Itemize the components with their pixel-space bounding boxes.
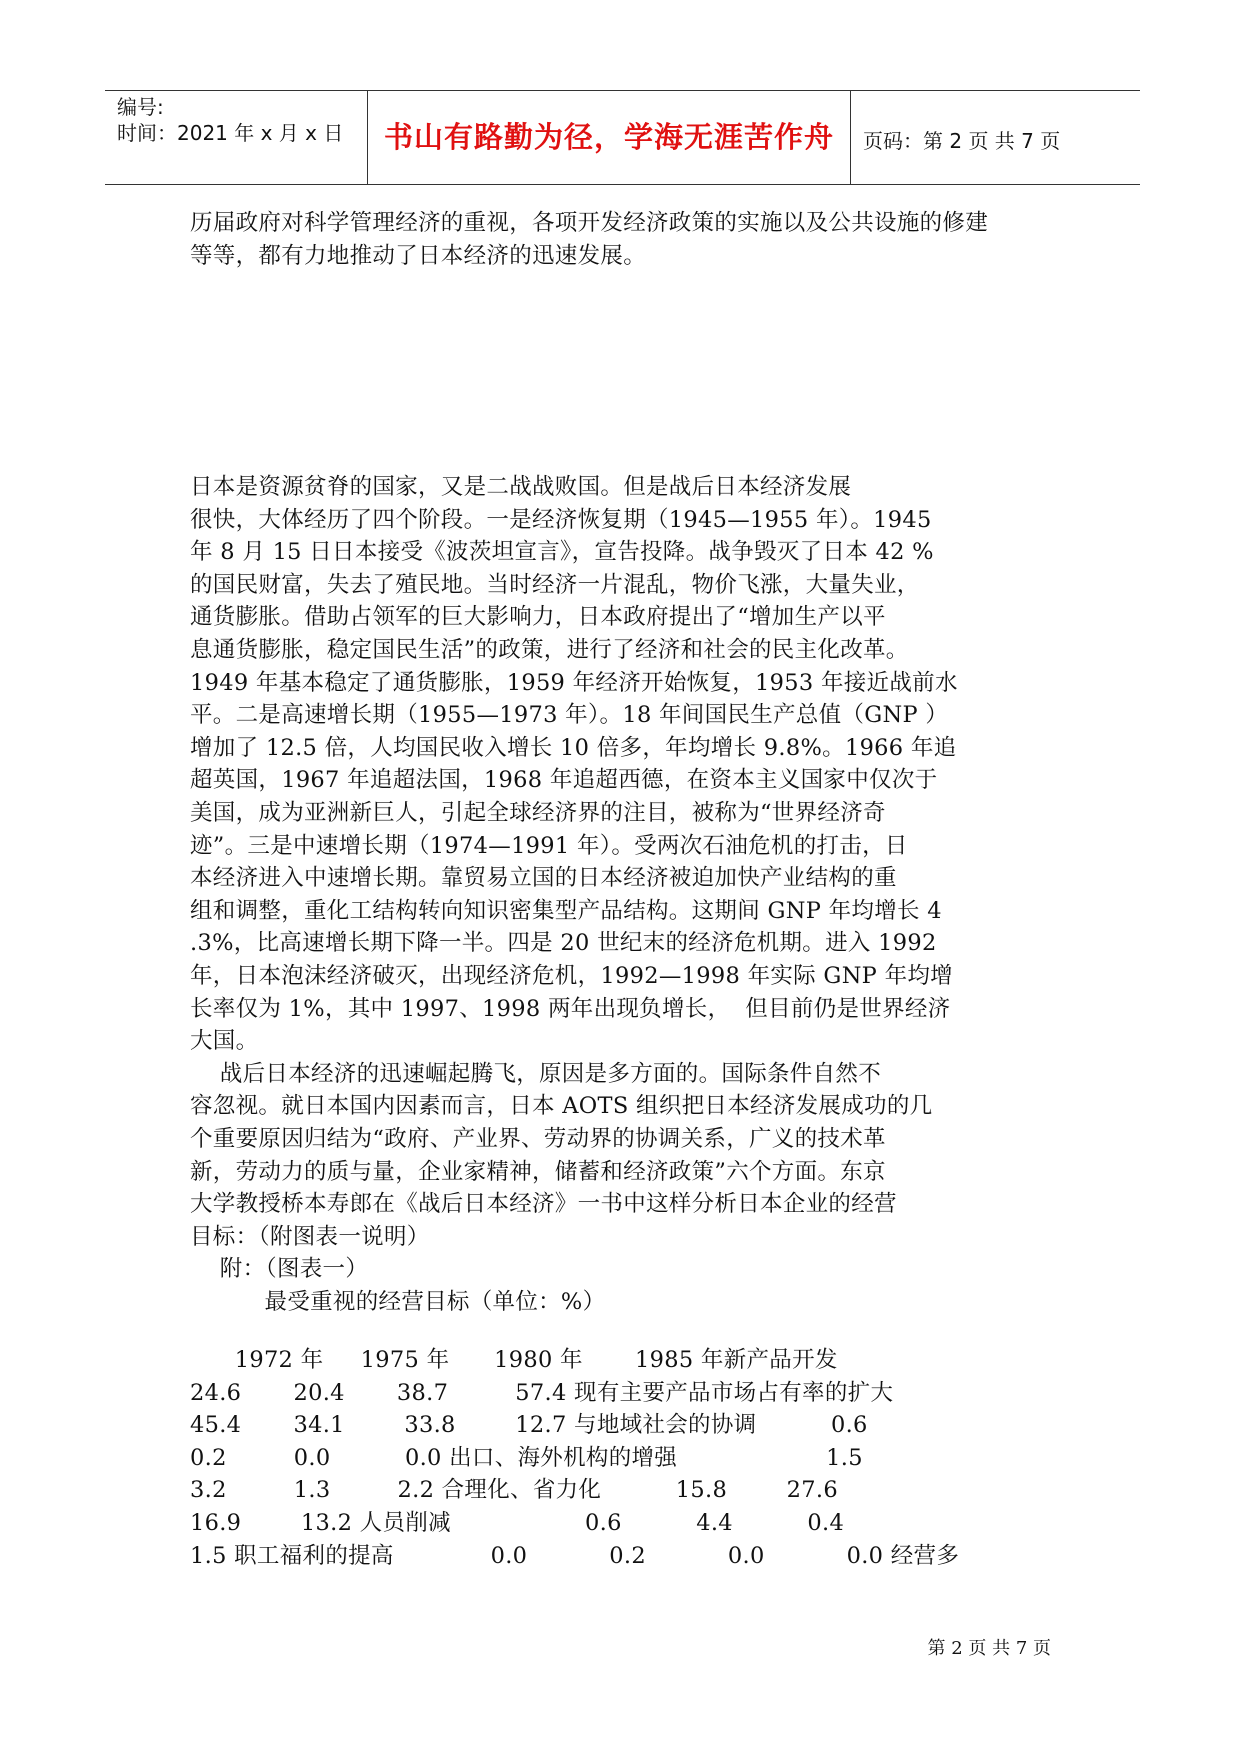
text-line: 1949 年基本稳定了通货膨胀，1959 年经济开始恢复，1953 年接近战前水 bbox=[190, 669, 958, 696]
text-line: 通货膨胀。借助占领军的巨大影响力，日本政府提出了“增加生产以平 bbox=[190, 604, 886, 631]
text-line: 超英国，1967 年追超法国，1968 年追超西德，在资本主义国家中仅次于 bbox=[190, 767, 938, 794]
table-row: 24.6 20.4 38.7 57.4 现有主要产品市场占有率的扩大 bbox=[190, 1379, 894, 1406]
text-line: 年，日本泡沫经济破灭，出现经济危机，1992—1998 年实际 GNP 年均增 bbox=[190, 963, 953, 989]
text-line: 迹”。三是中速增长期（1974—1991 年）。受两次石油危机的打击，日 bbox=[190, 832, 908, 859]
text-line: 容忽视。就日本国内因素而言，日本 AOTS 组织把日本经济发展成功的几 bbox=[190, 1093, 933, 1120]
text-line: 年 8 月 15 日日本接受《波茨坦宣言》，宣告投降。战争毁灭了日本 42 % bbox=[190, 539, 934, 566]
header-page-cell bbox=[851, 91, 1140, 184]
text-line: 很快，大体经历了四个阶段。一是经济恢复期（1945—1955 年）。1945 bbox=[190, 506, 932, 533]
table-row: 0.2 0.0 0.0 出口、海外机构的增强 1.5 bbox=[190, 1444, 863, 1471]
time-label: 时间：2021 年 x 月 x 日 bbox=[117, 121, 344, 145]
text-line: 附：（图表一） bbox=[190, 1256, 369, 1283]
table-row: 16.9 13.2 人员削减 0.6 4.4 0.4 bbox=[190, 1510, 845, 1536]
table-row: 3.2 1.3 2.2 合理化、省力化 15.8 27.6 bbox=[190, 1477, 838, 1504]
text-line: 组和调整，重化工结构转向知识密集型产品结构。这期间 GNP 年均增长 4 bbox=[190, 897, 942, 924]
text-line: 新，劳动力的质与量，企业家精神，储蓄和经济政策”六个方面。东京 bbox=[190, 1158, 886, 1185]
text-line: .3%，比高速增长期下降一半。四是 20 世纪末的经济危机期。进入 1992 bbox=[190, 930, 937, 957]
text-line: 的国民财富，失去了殖民地。当时经济一片混乱，物价飞涨，大量失业， bbox=[190, 571, 920, 598]
page-info: 页码：第 2 页 共 7 页 bbox=[863, 129, 1061, 153]
header-motto-cell bbox=[368, 91, 851, 184]
table-row: 1972 年 1975 年 1980 年 1985 年新产品开发 bbox=[190, 1347, 838, 1373]
text-line: 美国，成为亚洲新巨人，引起全球经济界的注目，被称为“世界经济奇 bbox=[190, 800, 886, 826]
text-line: 战后日本经济的迅速崛起腾飞，原因是多方面的。国际条件自然不 bbox=[190, 1060, 882, 1087]
header-meta-cell bbox=[105, 91, 368, 184]
text-line: 大国。 bbox=[190, 1028, 259, 1055]
text-line: 增加了 12.5 倍，人均国民收入增长 10 倍多，年均增长 9.8%。1966 年追 bbox=[190, 734, 957, 761]
text-line: 长率仅为 1%，其中 1997、1998 两年出现负增长， 但目前仍是世界经济 bbox=[190, 995, 951, 1022]
text-line: 目标：（附图表一说明） bbox=[190, 1223, 430, 1250]
number-label: 编号: bbox=[117, 95, 164, 119]
text-line: 大学教授桥本寿郎在《战后日本经济》一书中这样分析日本企业的经营 bbox=[190, 1191, 897, 1218]
text-line: 息通货膨胀，稳定国民生活”的政策，进行了经济和社会的民主化改革。 bbox=[190, 637, 909, 663]
table-row: 45.4 34.1 33.8 12.7 与地域社会的协调 0.6 bbox=[190, 1412, 868, 1439]
motto: 书山有路勤为径，学海无涯苦作舟 bbox=[383, 120, 834, 154]
intro-line: 等等，都有力地推动了日本经济的迅速发展。 bbox=[190, 243, 647, 269]
text-line: 最受重视的经营目标（单位：%） bbox=[190, 1289, 606, 1315]
text-line: 日本是资源贫脊的国家，又是二战战败国。但是战后日本经济发展 bbox=[190, 474, 852, 500]
text-line: 本经济进入中速增长期。靠贸易立国的日本经济被迫加快产业结构的重 bbox=[190, 865, 897, 892]
document-header bbox=[105, 90, 1140, 185]
text-line: 平。二是高速增长期（1955—1973 年）。18 年间国民生产总值（GNP ） bbox=[190, 702, 949, 729]
page-footer: 第 2 页 共 7 页 bbox=[927, 1638, 1051, 1659]
intro-line: 历届政府对科学管理经济的重视，各项开发经济政策的实施以及公共设施的修建 bbox=[190, 210, 989, 236]
text-line: 个重要原因归结为“政府、产业界、劳动界的协调关系，广义的技术革 bbox=[190, 1126, 886, 1152]
table-row: 1.5 职工福利的提高 0.0 0.2 0.0 0.0 经营多 bbox=[190, 1542, 960, 1569]
